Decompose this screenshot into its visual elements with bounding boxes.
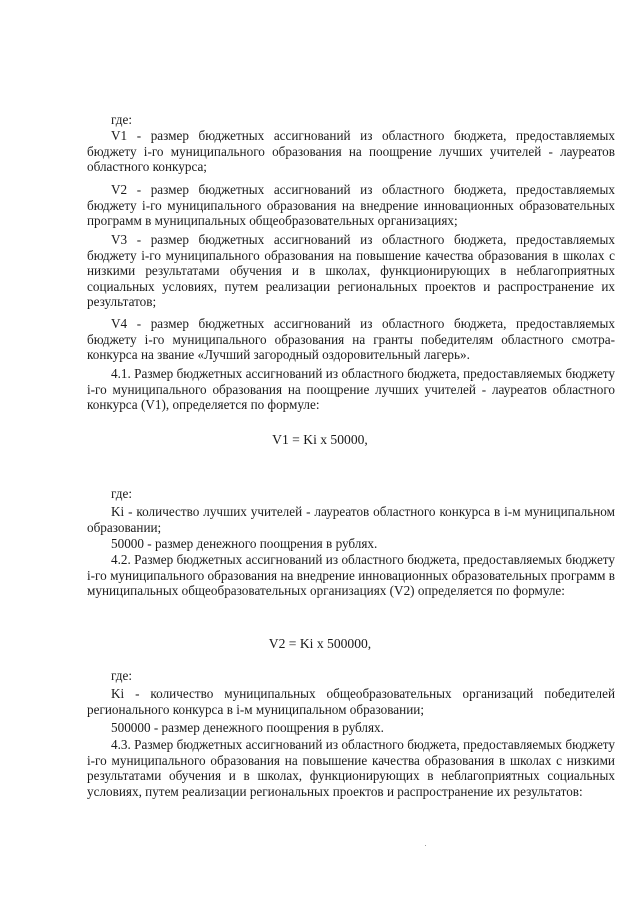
v1-definition: V1 - размер бюджетных ассигнований из областного бюджета, предоставляемых бюджету i-го муниципального образования на поощрение лучших учителей - лауреатов областного конкурса; <box>87 128 615 175</box>
ki-definition-1: Ki - количество лучших учителей - лауреатов областного конкурса в i-м муниципальном образовании; <box>87 504 615 535</box>
where-label: где: <box>111 112 132 127</box>
paragraph-4-3: 4.3. Размер бюджетных ассигнований из областного бюджета, предоставляемых бюджету i-го муниципального образования на повышение качества образования в школах с низкими результатами обучения и в школах, функционирующих в неблагоприятных социальных условиях, путем реализации региональных проектов и распространение их результатов: <box>87 737 615 799</box>
where-label: где: <box>111 668 132 683</box>
formula-v2: V2 = Ki x 500000, <box>268 636 372 651</box>
v2-definition: V2 - размер бюджетных ассигнований из областного бюджета, предоставляемых бюджету i-го муниципального образования на внедрение инновационных образовательных программ в муниципальных общеобразовательных организациях; <box>87 182 615 229</box>
paragraph-4-2: 4.2. Размер бюджетных ассигнований из областного бюджета, предоставляемых бюджету i-го муниципального образования на внедрение инновационных образовательных программ в муниципальных общеобразовательных организациях (V2) определяется по формуле: <box>87 552 615 599</box>
ki-definition-2: Ki - количество муниципальных общеобразовательных организаций победителей регионального конкурса в i-м муниципальном образовании; <box>87 686 615 717</box>
v4-definition: V4 - размер бюджетных ассигнований из областного бюджета, предоставляемых бюджету i-го муниципального образования на гранты победителям областного смотра-конкурса на звание «Лучший загородный оздоровительный лагерь». <box>87 316 615 363</box>
v3-definition: V3 - размер бюджетных ассигнований из областного бюджета, предоставляемых бюджету i-го муниципального образования на повышение качества образования в школах с низкими результатами обучения и в школах, функционирующих в неблагоприятных социальных условиях, путем реализации региональных проектов и распространение их результатов; <box>87 232 615 310</box>
formula-v1: V1 = Ki x 50000, <box>272 432 368 447</box>
scan-speck <box>425 845 426 846</box>
amount-definition-1: 50000 - размер денежного поощрения в рублях. <box>111 536 378 551</box>
where-label: где: <box>111 486 132 501</box>
paragraph-4-1: 4.1. Размер бюджетных ассигнований из областного бюджета, предоставляемых бюджету i-го муниципального образования на поощрение лучших учителей - лауреатов областного конкурса (V1), определяется по формуле: <box>87 366 615 413</box>
amount-definition-2: 500000 - размер денежного поощрения в рублях. <box>111 720 384 735</box>
